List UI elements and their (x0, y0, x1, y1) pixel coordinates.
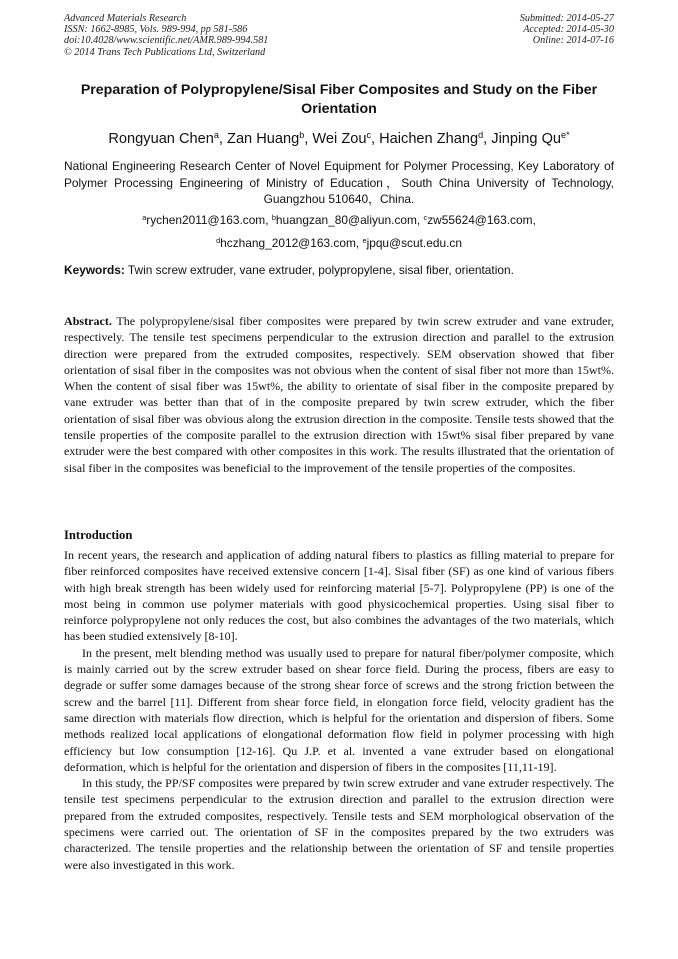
email-link[interactable]: $^e$jpqu@scut.edu.cn (362, 235, 462, 250)
keywords-label: Keywords: (64, 263, 125, 277)
affiliation: National Engineering Research Center of Novel Equipment for Polymer Processing, Key Laboratory of Polymer Processing Engineering of Ministry of Education，South China University of Technology, Guangzhou 510640，China. (64, 159, 614, 206)
author: Zan Huang$^b$, (227, 130, 313, 147)
author: Jinping $Qu^{e*}$ (491, 130, 570, 147)
publication-dates (520, 13, 614, 47)
author-list (60, 130, 618, 148)
paragraph: In the present, melt blending method was usually used to prepare for natural fiber/polymer composite, which is mainly carried out by the screw extruder based on shear force field. During the process, fibers are easy to degrade or suffer some damages because of the strong shear force of screws and the strong friction between the screw and the barrel [11]. Different from shear force field, in elongation force field, velocity gradient has the same direction with materials flow direction, which is helpful for the orientation and dispersion of fibers. Some methods realized local applications of elongational deformation flow field in polymer processing with high efficiency but low consumption [12-16]. Qu J.P. et al. invented a vane extruder based on elongational deformation, which is helpful for the orientation and dispersion of fibers in the composites [11,11-19]. (64, 645, 614, 774)
author: Wei Zou$^c$, (312, 130, 380, 147)
date-online: Online: 2014-07-16 (532, 35, 614, 47)
keywords-text: Twin screw extruder, vane extruder, polypropylene, sisal fiber, orientation. (124, 263, 514, 277)
abstract (64, 313, 614, 476)
abstract-text: The polypropylene/sisal fiber composites were prepared by twin screw extruder and vane extruder, respectively. The tensile test specimens perpendicular to the extrusion direction and parallel to the extrusion direction were prepared from the extruded composites, respectively. SEM observation showed that fiber orientation of sisal fiber in the composites was not obvious when the content of sisal fiber not more than 15wt%. When the content of sisal fiber was 15wt%, the ability to orientate of sisal fiber in the composite prepared by vane extruder was better than that of in the composite prepared by twin screw extruder, which the fiber orientation of sisal fiber was obvious along the extrusion direction in the composite. Tensile tests showed that the tensile properties of the composite parallel to the extrusion direction with 15wt% sisal fiber prepared by vane extruder were the best compared with other composites in this work. The results illustrated that the orientation of sisal fiber in the composites was beneficial to the improvement of the tensile properties of the composites. (64, 314, 614, 475)
author: Haichen Zhang$^d$, (379, 130, 492, 147)
journal-copyright: © 2014 Trans Tech Publications Ltd, Switzerland (64, 46, 266, 58)
paragraph: In this study, the PP/SF composites were prepared by twin screw extruder and vane extruder respectively. The tensile test specimens perpendicular to the extrusion direction and parallel to the extrusion direction were prepared from the extruded composites, respectively. Tensile tests and SEM morphological observation of the specimens were carried out. The orientation of SF in the composites prepared by the two extruders was characterized. The tensile properties and the relationship between the orientation of SF and tensile properties were also investigated in this work. (64, 776, 614, 872)
author-emails (60, 209, 618, 254)
journal-doi: doi:10.4028/www.scientific.net/AMR.989-994.581 (64, 35, 269, 47)
email-line: $^a$rychen2011@163.com, $^b$huangzan_80@aliyun.com, $^c$zw55624@163.com, (142, 212, 536, 227)
journal-info (64, 13, 268, 58)
section-heading-introduction: Introduction (64, 528, 133, 542)
keywords (64, 262, 614, 278)
paragraph: In recent years, the research and application of adding natural fibers to plastics as filling material to prepare for fiber reinforced composites have received extensive concern [1-4]. Sisal fiber (SF) as one kind of various fibers with high break strength has been widely used for reinforcing material [5-7]. Polypropylene (PP) is one of the most being in common use polymer materials with good physicochemical properties. Using sisal fiber to reinforce polypropylene not only reduces the cost, but also combines the advantages of the two materials, which has been studied extensively [8-10]. (64, 548, 614, 644)
email-link[interactable]: $^b$huangzan_80@aliyun.com (271, 212, 417, 227)
introduction-body (64, 547, 614, 873)
author: Rongyuan Chen$^a$, (108, 130, 228, 147)
email-link[interactable]: $^d$hczhang_2012@163.com (216, 235, 356, 250)
date-accepted: Accepted: 2014-05-30 (523, 24, 614, 36)
journal-issn: ISSN: 1662-8985, Vols. 989-994, pp 581-586 (64, 24, 248, 36)
email-line: $^d$hczhang_2012@163.com, $^e$jpqu@scut.edu.cn (216, 235, 462, 250)
paper-title: Preparation of Polypropylene/Sisal Fiber Composites and Study on the Fiber Orientation (80, 82, 598, 117)
journal-name: Advanced Materials Research (64, 13, 187, 24)
abstract-label: Abstract. (64, 314, 112, 328)
email-link[interactable]: $^a$rychen2011@163.com (142, 212, 266, 227)
email-link[interactable]: $^c$zw55624@163.com (423, 212, 533, 227)
date-submitted: Submitted: 2014-05-27 (519, 13, 614, 24)
